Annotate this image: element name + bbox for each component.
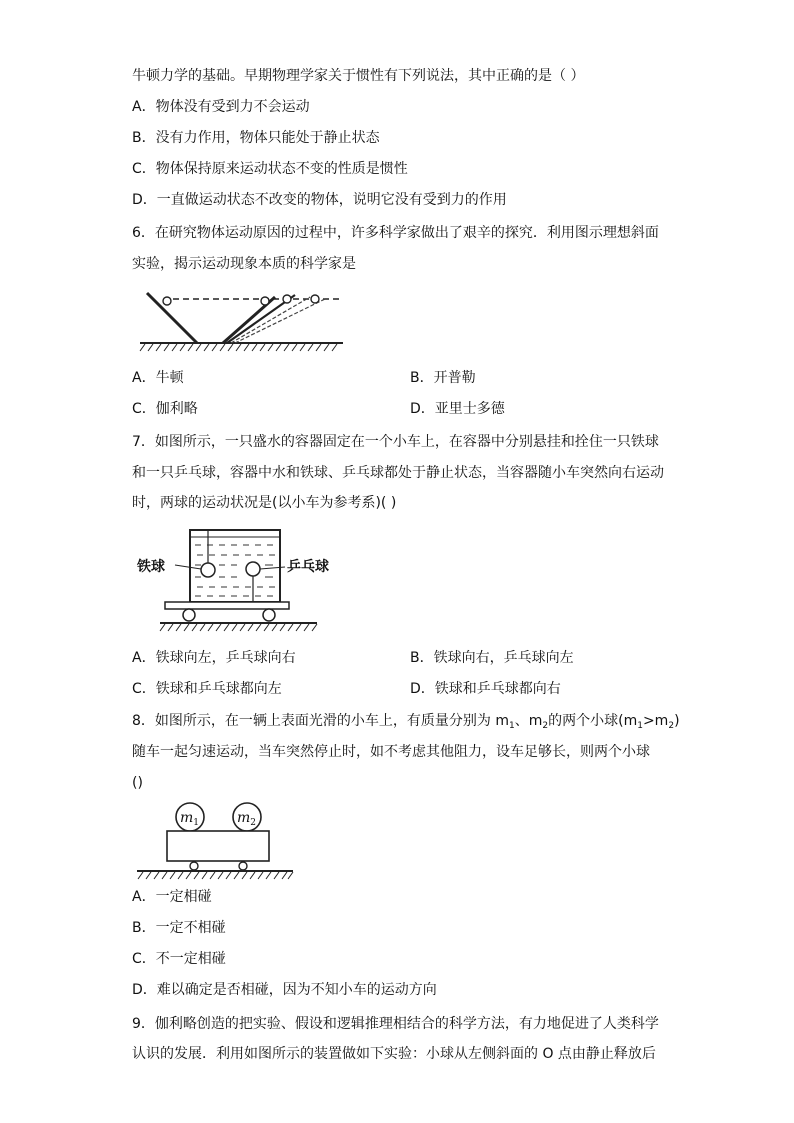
q6-option-c: C．伽利略 [132, 401, 198, 417]
ping-pong-ball-label: 乒乓球 [287, 559, 329, 575]
q9-text-line2: 认识的发展．利用如图所示的装置做如下实验：小球从左侧斜面的 O 点由静止释放后 [132, 1046, 656, 1062]
q8-sub-3: 1 [637, 721, 643, 731]
q8-gt: >m [642, 713, 669, 729]
q5-option-b: B．没有力作用，物体只能处于静止状态 [132, 130, 380, 146]
ball-m2-label: $m_2$ [237, 810, 257, 828]
water-container-cart-figure [135, 525, 350, 635]
q6-option-d: D．亚里士多德 [410, 401, 505, 417]
q8-sep: 、m [514, 713, 543, 729]
ball-m1-label: $m_1$ [180, 810, 200, 828]
q7-option-d: D．铁球和乒乓球都向右 [410, 681, 561, 697]
q6-option-a: A．牛顿 [132, 370, 184, 386]
q6-text-line1: 6．在研究物体运动原因的过程中，许多科学家做出了艰辛的探究．利用图示理想斜面 [132, 225, 659, 241]
q8-option-a: A．一定相碰 [132, 889, 212, 905]
q5-option-c: C．物体保持原来运动状态不变的性质是惯性 [132, 161, 408, 177]
q8-text-line2: 随车一起匀速运动，当车突然停止时，如不考虑其他阻力，设车足够长，则两个小球 [132, 744, 650, 760]
q8-line1-part-b: 的两个小球(m [548, 713, 638, 729]
q8-option-b: B．一定不相碰 [132, 920, 226, 936]
intro-line: 牛顿力学的基础。早期物理学家关于惯性有下列说法，其中正确的是（ ） [132, 68, 585, 84]
q8-sub-4: 2 [668, 721, 675, 731]
q8-sub-1: 1 [509, 721, 515, 731]
q7-text-line3: 时，两球的运动状况是(以小车为参考系)( ) [132, 495, 397, 511]
q8-text-line3: () [132, 775, 143, 791]
q7-option-c: C．铁球和乒乓球都向左 [132, 681, 282, 697]
iron-ball-label: 铁球 [137, 559, 165, 575]
q8-option-d: D．难以确定是否相碰，因为不知小车的运动方向 [132, 982, 437, 998]
inclined-plane-figure [135, 285, 350, 355]
q8-line1-part-a: 8．如图所示，在一辆上表面光滑的小车上，有质量分别为 m [132, 713, 509, 729]
q8-line1-part-c: ) [674, 713, 680, 729]
q6-text-line2: 实验，揭示运动现象本质的科学家是 [132, 256, 356, 272]
q7-option-b: B．铁球向右，乒乓球向左 [410, 650, 574, 666]
cart-two-balls-figure [135, 800, 300, 882]
q8-sub-2: 2 [542, 721, 549, 731]
q7-text-line1: 7．如图所示，一只盛水的容器固定在一个小车上，在容器中分别悬挂和拴住一只铁球 [132, 434, 659, 450]
q7-option-a: A．铁球向左，乒乓球向右 [132, 650, 296, 666]
q5-option-d: D．一直做运动状态不改变的物体，说明它没有受到力的作用 [132, 192, 507, 208]
q8-text-line1 [132, 711, 680, 736]
q6-option-b: B．开普勒 [410, 370, 476, 386]
q5-option-a: A．物体没有受到力不会运动 [132, 99, 310, 115]
q7-text-line2: 和一只乒乓球，容器中水和铁球、乒乓球都处于静止状态，当容器随小车突然向右运动 [132, 465, 664, 481]
q9-text-line1: 9．伽利略创造的把实验、假设和逻辑推理相结合的科学方法，有力地促进了人类科学 [132, 1016, 659, 1032]
q8-option-c: C．不一定相碰 [132, 951, 226, 967]
